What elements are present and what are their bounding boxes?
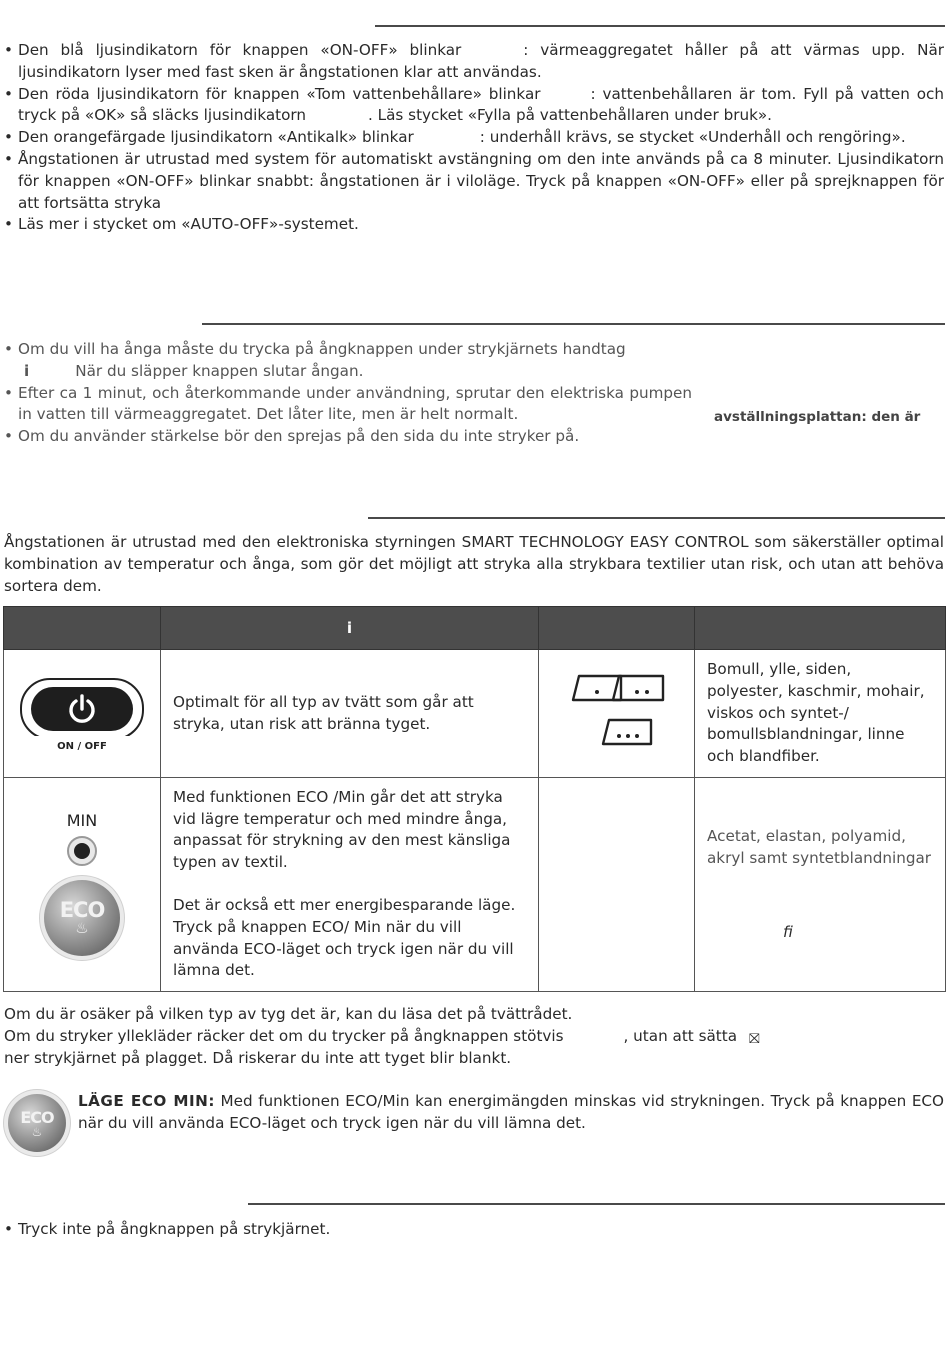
section1-bullets [4, 40, 944, 236]
eco-desc-1: Med funktionen ECO /Min går det att stryka vid lägre temperatur och med mindre ånga, anpassat för strykning av den mest känsliga typen av textil. [173, 787, 511, 872]
table-header-3 [539, 607, 695, 650]
settings-table [3, 606, 946, 992]
bullet-read-more: • Läs mer i stycket om «AUTO-OFF»-systemet. [4, 214, 944, 236]
table-row-onoff [4, 650, 946, 778]
min-label: MIN [66, 811, 98, 830]
onoff-label: ON / OFF [20, 736, 144, 758]
section2-rule [202, 323, 945, 325]
bullet-orange-indicator: • Den orangefärgade ljusindikatorn «Antikalk» blinkar : underhåll krävs, se stycket «Underhåll och rengöring». [4, 127, 944, 149]
wool-note-cont: ner strykjärnet på plagget. Då riskerar du inte att tyget blir blankt. [4, 1049, 512, 1067]
eco-mode-text: Med funktionen ECO/Min kan energimängden minskas vid strykningen. Tryck på knappen ECO när du vill använda ECO-läget och tryck igen när du vill lämna det. [78, 1092, 944, 1132]
onoff-description: Optimalt för all typ av tvätt som går att stryka, utan risk att bränna tyget. [161, 650, 539, 778]
eco-mode-title: LÄGE ECO MIN: [78, 1092, 215, 1110]
table-header-1 [4, 607, 161, 650]
bullet-blue-indicator: • Den blå ljusindikatorn för knappen «ON-OFF» blinkar : värmeaggregatet håller på att värmas upp. När ljusindikatorn lyser med fast sken är ångstationen klar att användas. [4, 40, 944, 84]
bullet-no-steam: • Tryck inte på ångknappen på strykjärnet. [4, 1219, 944, 1241]
section4-rule [248, 1203, 945, 1205]
section3-rule [368, 517, 945, 519]
power-icon [66, 693, 98, 725]
eco-fabrics-cell [695, 778, 946, 992]
bullet-pump: • Efter ca 1 minut, och återkommande under användning, sprutar den elektriska pumpen in vatten till värmeaggregatet. Det låter lite, men är helt normalt. [4, 383, 692, 427]
onoff-button-cell [4, 650, 161, 778]
iron-dots-cell [539, 650, 695, 778]
iron-temperature-icon [567, 668, 667, 752]
section2-bullets [4, 339, 692, 448]
eco-description [161, 778, 539, 992]
bullet-auto-off: • Ångstationen är utrustad med system för automatiskt avstängning om den inte används på ca 8 minuter. Ljusindikatorn för knappen «ON-OFF» blinkar snabbt: ångstationen är i viloläge. Tryck på knappen «ON-OFF» eller på sprejknappen för att fortsätta stryka [4, 149, 944, 214]
eco-mode-steam-icon: ♨ [31, 1124, 43, 1139]
table-header-4 [695, 607, 946, 650]
bullet-red-indicator: • Den röda ljusindikatorn för knappen «Tom vattenbehållare» blinkar : vattenbehållaren är tom. Fyll på vatten och tryck på «OK» så släcks ljusindikatorn . Läs stycket «Fylla på vattenbehållaren under bruk». [4, 84, 944, 128]
side-note: avställningsplattan: den är [714, 409, 921, 425]
no-iron-icon: ⛝ [749, 1031, 760, 1047]
onoff-button [20, 678, 144, 750]
section4-bullets [4, 1219, 944, 1241]
eco-empty-cell [539, 778, 695, 992]
eco-fi: ﬁ [783, 922, 793, 941]
fabric-note: Om du är osäker på vilken typ av tyg det är, kan du läsa det på tvättrådet. [4, 1005, 573, 1023]
bullet-steam-button: • Om du vill ha ånga måste du trycka på ångknappen under strykjärnets handtag [4, 339, 692, 361]
bullet-starch: • Om du använder stärkelse bör den sprejas på den sida du inte stryker på. [4, 426, 692, 448]
eco-mode-badge [8, 1094, 66, 1152]
wool-note: Om du stryker yllekläder räcker det om du trycker på ångknappen stötvis , utan att sätta ⛝ [4, 1026, 944, 1051]
table-header-2: i [161, 607, 539, 650]
eco-button [44, 880, 120, 956]
eco-min-cell [4, 778, 161, 992]
eco-desc-2: Det är också ett mer energibesparande läge. Tryck på knappen ECO/ Min när du vill använda ECO-läget och tryck igen när du vill lämna det. [173, 896, 516, 980]
table-row-eco [4, 778, 946, 992]
eco-button-label: ECO [59, 898, 105, 923]
eco-mode-paragraph [78, 1091, 944, 1135]
bullet-steam-cont: i När du släpper knappen slutar ångan. [24, 361, 364, 380]
min-indicator-light [67, 836, 97, 866]
easy-control-intro: Ångstationen är utrustad med den elektroniska styrningen SMART TECHNOLOGY EASY CONTROL som säkerställer optimal kombination av temperatur och ånga, som gör det möjligt att stryka alla strykbara textilier utan risk, och utan att behöva sortera dem. [4, 533, 944, 595]
onoff-fabrics: Bomull, ylle, siden, polyester, kaschmir, mohair, viskos och syntet-/ bomullsblandningar, linne och blandfiber. [695, 650, 946, 778]
steam-icon: ♨ [75, 919, 89, 938]
eco-mode-badge-label: ECO [20, 1107, 54, 1127]
section1-rule [375, 25, 945, 27]
eco-fabrics: Acetat, elastan, polyamid, akryl samt syntetblandningar [707, 827, 932, 867]
